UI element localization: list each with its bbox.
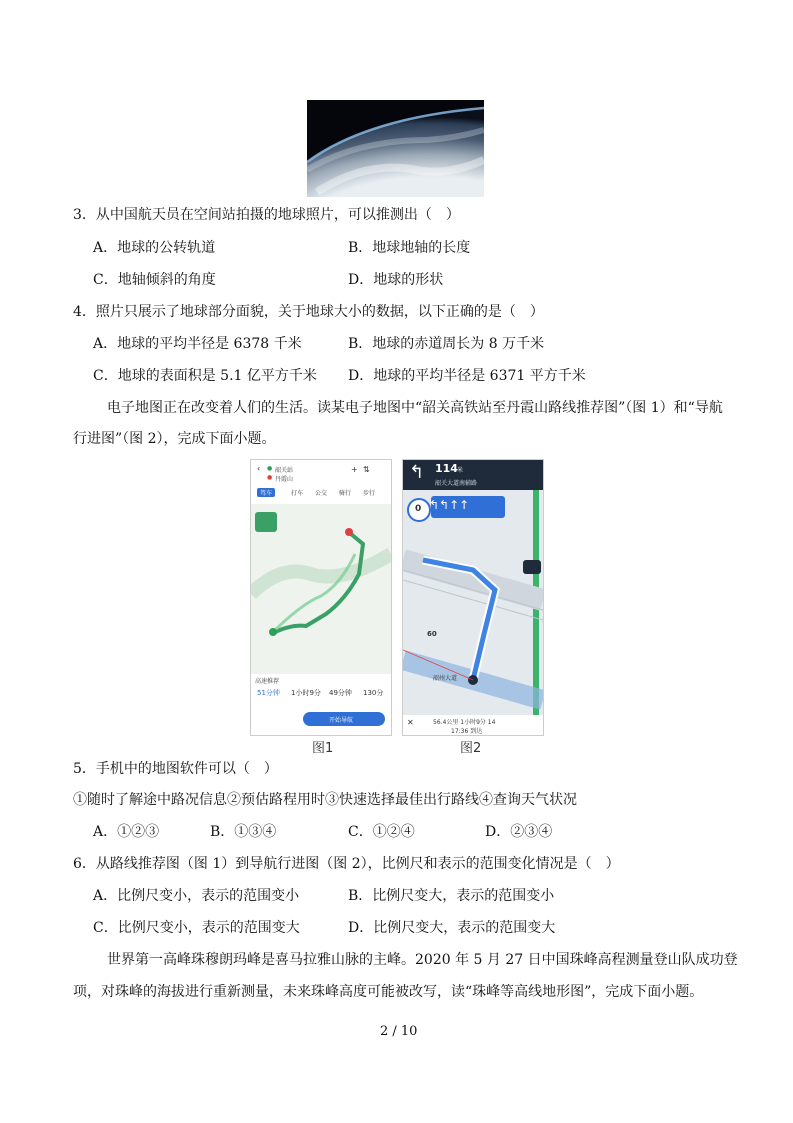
start-navigation-label: 开始导航: [329, 717, 354, 724]
start-navigation-button: [303, 712, 385, 726]
q5-option-d: D．②③④: [485, 824, 553, 840]
q4-option-a: A．地球的平均半径是 6378 千米: [93, 336, 302, 352]
route-tab-taxi: 打车: [291, 490, 304, 497]
q6-stem: 6．从路线推荐图（图 1）到导航行进图（图 2），比例尺和表示的范围变化情况是（ ）: [73, 856, 620, 872]
route-header: [251, 460, 391, 504]
q4-stem: 4．照片只展示了地球部分面貌，关于地球大小的数据，以下正确的是（ ）: [73, 304, 544, 320]
route-tab-bus: 公交: [315, 490, 328, 497]
q6-option-b: B．比例尺变大，表示的范围变小: [348, 888, 555, 904]
q5-option-a: A．①②③: [93, 824, 160, 840]
back-icon: ‹: [257, 464, 261, 473]
route-time-1: 51分钟: [257, 689, 280, 697]
route-tab-walk: 步行: [363, 490, 376, 497]
recommend-label: 高速推荐: [255, 678, 280, 685]
navigation-screenshot: [402, 459, 544, 736]
origin-label: 韶关站: [275, 467, 294, 474]
lane-guidance-icon: ↰↰↑↑: [429, 498, 470, 512]
everest-intro-line2: 项，对珠峰的海拔进行重新测量，未来珠峰高度可能被改写，读“珠峰等高线地形图”，完成下面小题。: [73, 984, 704, 1000]
turn-left-icon: ↰: [409, 462, 425, 483]
route-options-panel: [251, 674, 391, 735]
q5-option-c: C．①②④: [348, 824, 415, 840]
swap-icon: ⇅: [363, 465, 370, 474]
map-figures: [250, 459, 546, 756]
q3-option-b: B．地球地轴的长度: [348, 240, 471, 256]
add-icon: +: [351, 465, 358, 474]
route-map-screenshot: [250, 459, 392, 736]
earth-from-space-photo: [307, 100, 484, 197]
map-intro-line1: 电子地图正在改变着人们的生活。读某电子地图中“韶关高铁站至丹霞山路线推荐图”（图 1）和“导航: [107, 400, 723, 416]
nav-distance-unit: 米: [457, 467, 464, 474]
figure1-caption: 图1: [312, 741, 334, 756]
q5-option-b: B．①③④: [210, 824, 277, 840]
q6-option-a: A．比例尺变小，表示的范围变小: [93, 888, 300, 904]
speed-limit: 60: [427, 630, 437, 638]
q4-option-b: B．地球的赤道周长为 8 万千米: [348, 336, 545, 352]
speed-readout: 0: [415, 504, 422, 514]
origin-dot-icon: ●: [267, 465, 273, 472]
nav-road-name: 韶关大道南辅路: [435, 480, 478, 487]
nav-footer: [403, 715, 543, 735]
navigation-map-canvas: [403, 490, 543, 715]
page-number: 2 / 10: [380, 1024, 418, 1039]
close-icon: ✕: [407, 718, 414, 727]
destination-dot-icon: ●: [267, 474, 273, 481]
q4-option-c: C．地球的表面积是 5.1 亿平方千米: [93, 368, 317, 384]
everest-intro-line1: 世界第一高峰珠穆朗玛峰是喜马拉雅山脉的主峰。2020 年 5 月 27 日中国珠峰高程测量登山队成功登: [107, 952, 738, 968]
q6-option-c: C．比例尺变小，表示的范围变大: [93, 920, 300, 936]
nav-road-label: 韶州大道: [433, 675, 458, 682]
q5-stem: 5．手机中的地图软件可以（ ）: [73, 761, 278, 777]
q4-option-d: D．地球的平均半径是 6371 平方千米: [348, 368, 586, 384]
nav-eta: 17:36 到达: [451, 728, 483, 735]
destination-label: 丹霞山: [275, 476, 294, 483]
q3-stem: 3．从中国航天员在空间站拍摄的地球照片，可以推测出（ ）: [73, 207, 460, 223]
route-time-4: 130分: [363, 689, 384, 697]
q5-statements: ①随时了解途中路况信息②预估路程用时③快速选择最佳出行路线④查询天气状况: [73, 792, 577, 808]
q3-option-c: C．地轴倾斜的角度: [93, 272, 216, 288]
q6-option-d: D．比例尺变大，表示的范围变大: [348, 920, 556, 936]
nav-distance: 114: [435, 462, 458, 475]
figure2-caption: 图2: [460, 741, 482, 756]
route-time-3: 49分钟: [329, 689, 352, 697]
q3-option-d: D．地球的形状: [348, 272, 444, 288]
nav-header: [403, 460, 543, 490]
route-tab-drive: 驾车: [257, 488, 275, 497]
route-tab-bike: 骑行: [339, 490, 352, 497]
map-intro-line2: 行进图”（图 2），完成下面小题。: [73, 431, 276, 447]
q3-option-a: A．地球的公转轨道: [93, 240, 216, 256]
route-time-2: 1小时9分: [291, 689, 321, 697]
route-map-canvas: [251, 504, 391, 674]
nav-remaining: 56.4公里 1小时9分 14: [433, 719, 496, 726]
